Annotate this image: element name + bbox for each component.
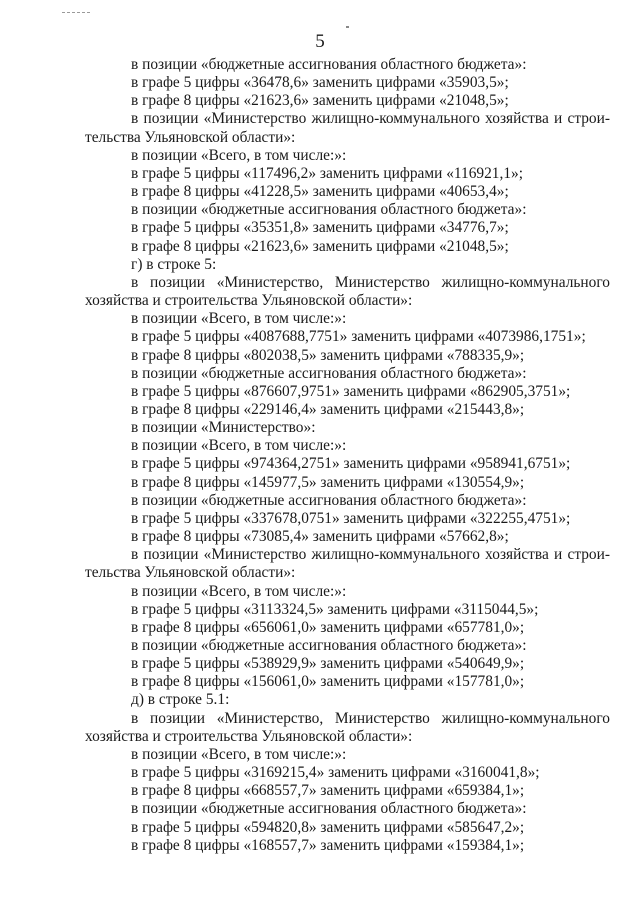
text-line: в позиции «Министерство»: [131, 419, 316, 437]
text-line: тельства Ульяновской области»: [85, 128, 296, 146]
text-line: хозяйства и строительства Ульяновской области»: [85, 292, 413, 310]
text-line: в графе 5 цифры «3113324,5» заменить цифрами «3115044,5»; [131, 600, 539, 618]
text-line: в графе 5 цифры «876607,9751» заменить цифрами «862905,3751»; [131, 382, 571, 400]
text-line: в позиции «бюджетные ассигнования областного бюджета»: [131, 201, 527, 219]
text-line: в позиции «Министерство, Министерство жилищно-коммунального [131, 709, 610, 727]
text-line: д) в строке 5.1: [131, 691, 230, 709]
text-line: в графе 5 цифры «337678,0751» заменить цифрами «322255,4751»; [131, 509, 571, 527]
text-line: в графе 5 цифры «974364,2751» заменить цифрами «958941,6751»; [131, 455, 571, 473]
text-line: в графе 8 цифры «21623,6» заменить цифрами «21048,5»; [131, 92, 509, 110]
text-line: в графе 8 цифры «668557,7» заменить цифрами «659384,1»; [131, 782, 525, 800]
text-line: в графе 8 цифры «168557,7» заменить цифрами «159384,1»; [131, 836, 525, 854]
text-line: в графе 5 цифры «3169215,4» заменить цифрами «3160041,8»; [131, 764, 540, 782]
text-line: в позиции «бюджетные ассигнования областного бюджета»: [131, 364, 527, 382]
text-line: в позиции «Всего, в том числе:»: [131, 745, 347, 763]
text-line: г) в строке 5: [131, 255, 217, 273]
text-line: в позиции «Всего, в том числе:»: [131, 310, 347, 328]
text-line: в позиции «бюджетные ассигнования областного бюджета»: [131, 800, 527, 818]
text-line: в графе 5 цифры «4087688,7751» заменить цифрами «4073986,1751»; [131, 328, 586, 346]
text-line: в графе 8 цифры «145977,5» заменить цифрами «130554,9»; [131, 473, 525, 491]
text-line: тельства Ульяновской области»: [85, 564, 296, 582]
text-line: в позиции «Всего, в том числе:»: [131, 437, 347, 455]
text-line: в графе 8 цифры «802038,5» заменить цифрами «788335,9»; [131, 346, 525, 364]
text-line: в позиции «Всего, в том числе:»: [131, 146, 347, 164]
text-line: в графе 5 цифры «594820,8» заменить цифрами «585647,2»; [131, 818, 525, 836]
text-line: в графе 8 цифры «41228,5» заменить цифрами «40653,4»; [131, 183, 509, 201]
text-line: в позиции «Министерство жилищно-коммунального хозяйства и строи- [131, 546, 610, 564]
text-line: в позиции «Министерство, Министерство жилищно-коммунального [131, 273, 610, 291]
text-line: в графе 8 цифры «21623,6» заменить цифрами «21048,5»; [131, 237, 509, 255]
text-line: в графе 5 цифры «36478,6» заменить цифрами «35903,5»; [131, 74, 509, 92]
text-line: в графе 8 цифры «73085,4» заменить цифрами «57662,8»; [131, 528, 509, 546]
document-body [85, 56, 610, 855]
text-line: в позиции «бюджетные ассигнования областного бюджета»: [131, 491, 527, 509]
text-line: в позиции «бюджетные ассигнования областного бюджета»: [131, 637, 527, 654]
text-line: хозяйства и строительства Ульяновской области»: [85, 727, 413, 745]
text-line: в позиции «бюджетные ассигнования областного бюджета»: [131, 56, 527, 73]
text-line: в позиции «Министерство жилищно-коммунального хозяйства и строи- [131, 110, 610, 128]
text-line: в графе 8 цифры «656061,0» заменить цифрами «657781,0»; [131, 618, 525, 636]
text-line: в графе 8 цифры «156061,0» заменить цифрами «157781,0»; [131, 673, 525, 691]
scan-speck [346, 26, 349, 28]
text-line: в позиции «Всего, в том числе:»: [131, 582, 347, 600]
scan-artifact-mark [62, 12, 90, 14]
text-line: в графе 8 цифры «229146,4» заменить цифрами «215443,8»; [131, 400, 525, 418]
text-line: в графе 5 цифры «538929,9» заменить цифрами «540649,9»; [131, 655, 525, 673]
page-number: 5 [315, 31, 325, 52]
text-line: в графе 5 цифры «35351,8» заменить цифрами «34776,7»; [131, 219, 509, 237]
text-line: в графе 5 цифры «117496,2» заменить цифрами «116921,1»; [131, 164, 524, 182]
